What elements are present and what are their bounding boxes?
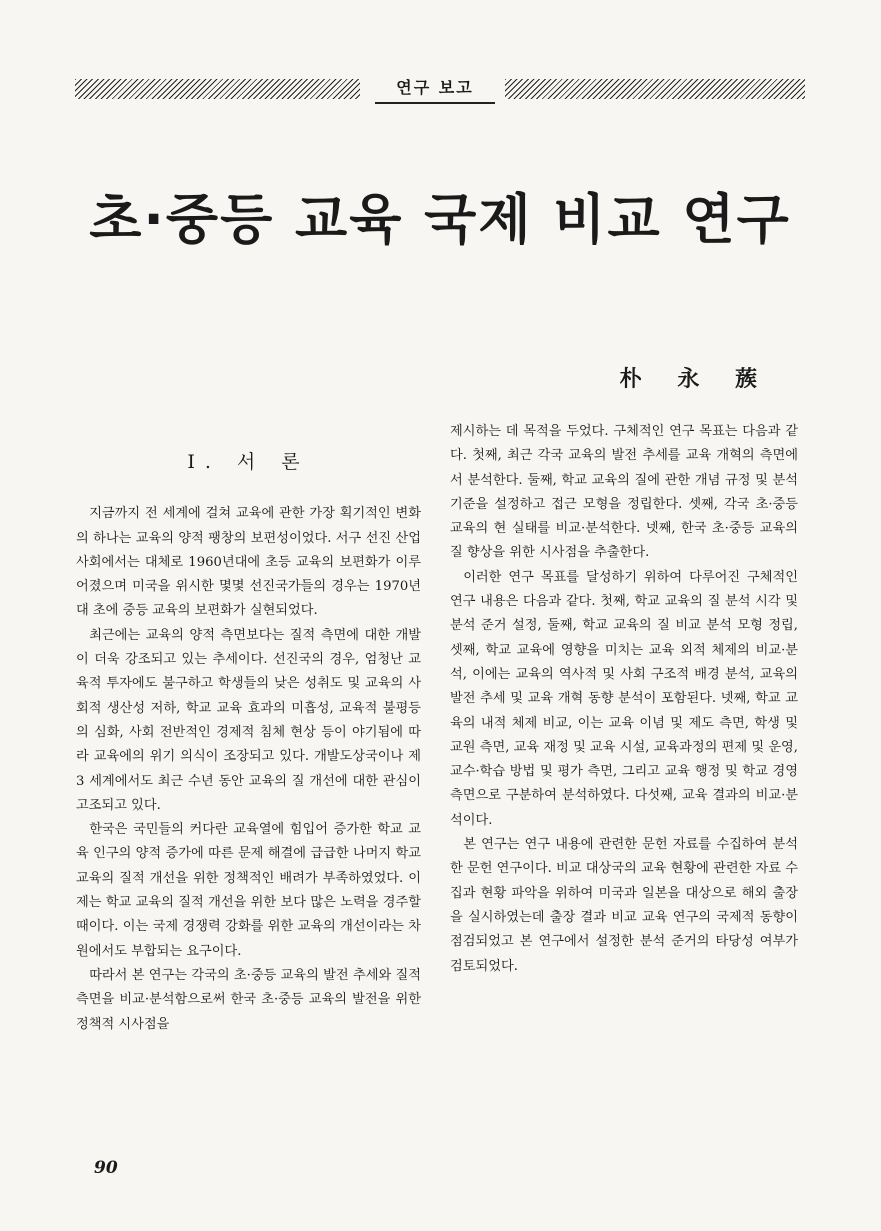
section-heading-introduction: Ⅰ. 서 론 (187, 451, 310, 473)
page-number: 90 (94, 1158, 118, 1178)
body-paragraph: 따라서 본 연구는 각국의 초·중등 교육의 발전 추세와 질적 측면을 비교·분석함으로써 한국 초·중등 교육의 발전을 위한 정책적 시사점을 (76, 967, 421, 1032)
banner-hatch-right (505, 79, 805, 99)
body-paragraph: 이러한 연구 목표를 달성하기 위하여 다루어진 구체적인 연구 내용은 다음과 같다. 첫째, 학교 교육의 질 분석 시각 및 분석 준거 설정, 둘째, 학교 교육의 질 비교 분석 모형 정립, 셋째, 학교 교육에 영향을 미치는 교육 외적 체제의 비교·분석, 이에는 교육의 역사적 및 사회 구조적 배경 분석, 교육의 발전 추세 및 교육 개혁 동향 분석이 포함된다. 넷째, 학교 교육의 내적 체제 비교, 이는 교육 이념 및 제도 측면, 학생 및 교원 측면, 교육 재정 및 교육 시설, 교육과정의 편제 및 운영, 교수·학습 방법 및 평가 측면, 그리고 교육 행정 및 학교 경영 측면으로 구분하여 분석하였다. 다섯째, 교육 결과의 비교·분석이다. (450, 569, 798, 828)
article-title: 초·중등 교육 국제 비교 연구 (89, 188, 791, 251)
body-paragraph: 본 연구는 연구 내용에 관련한 문헌 자료를 수집하여 분석한 문헌 연구이다. 비교 대상국의 교육 현황에 관련한 자료 수집과 현황 파악을 위하여 미국과 일본을 대상으로 해외 출장을 실시하였는데 출장 결과 비교 교육 연구의 국제적 동향이 점검되었고 본 연구에서 설정한 분석 준거의 타당성 여부가 검토되었다. (450, 837, 798, 974)
body-paragraph: 한국은 국민들의 커다란 교육열에 힘입어 증가한 학교 교육 인구의 양적 증가에 따른 문제 해결에 급급한 나머지 학교 교육의 질적 개선을 위한 정책적인 배려가 부족하였었다. 이제는 학교 교육의 질적 개선을 위한 보다 많은 노력을 경주할 때이다. 이는 국제 경쟁력 강화를 위한 교육의 개선이라는 차원에서도 부합되는 요구이다. (76, 822, 421, 959)
article-author: 朴 永 蔟 (619, 367, 771, 392)
body-paragraph: 지금까지 전 세계에 걸쳐 교육에 관한 가장 획기적인 변화의 하나는 교육의 양적 팽창의 보편성이었다. 서구 선진 산업 사회에서는 대체로 1960년대에 초등 교육의 보편화가 이루어졌으며 미국을 위시한 몇몇 선진국가들의 경우는 1970년대 초에 중등 교육의 보편화가 실현되었다. (76, 506, 421, 619)
left-column (76, 440, 421, 1037)
banner-label: 연구 보고 (375, 76, 495, 104)
body-paragraph: 제시하는 데 목적을 두었다. 구체적인 연구 목표는 다음과 같다. 첫째, 최근 각국 교육의 발전 추세를 교육 개혁의 측면에서 분석한다. 둘째, 학교 교육의 질에 관한 개념 규정 및 분석 기준을 설정하고 접근 모형을 정립한다. 셋째, 각국 초·중등 교육의 현 실태를 비교·분석한다. 넷째, 한국 초·중등 교육의 질 향상을 위한 시사점을 추출한다. (450, 424, 798, 561)
section-banner (75, 76, 805, 102)
body-paragraph: 최근에는 교육의 양적 측면보다는 질적 측면에 대한 개발이 더욱 강조되고 있는 추세이다. 선진국의 경우, 엄청난 교육적 투자에도 불구하고 학생들의 낮은 성취도 및 교육의 사회적 생산성 저하, 학교 교육 효과의 미흡성, 교육적 불평등의 심화, 사회 전반적인 경제적 침체 현상 등이 야기됨에 따라 교육에의 위기 의식이 조장되고 있다. 개발도상국이나 제 3 세계에서도 최근 수년 동안 교육의 질 개선에 대한 관심이 고조되고 있다. (76, 627, 421, 813)
right-column (450, 420, 798, 979)
banner-hatch-left (75, 79, 360, 99)
